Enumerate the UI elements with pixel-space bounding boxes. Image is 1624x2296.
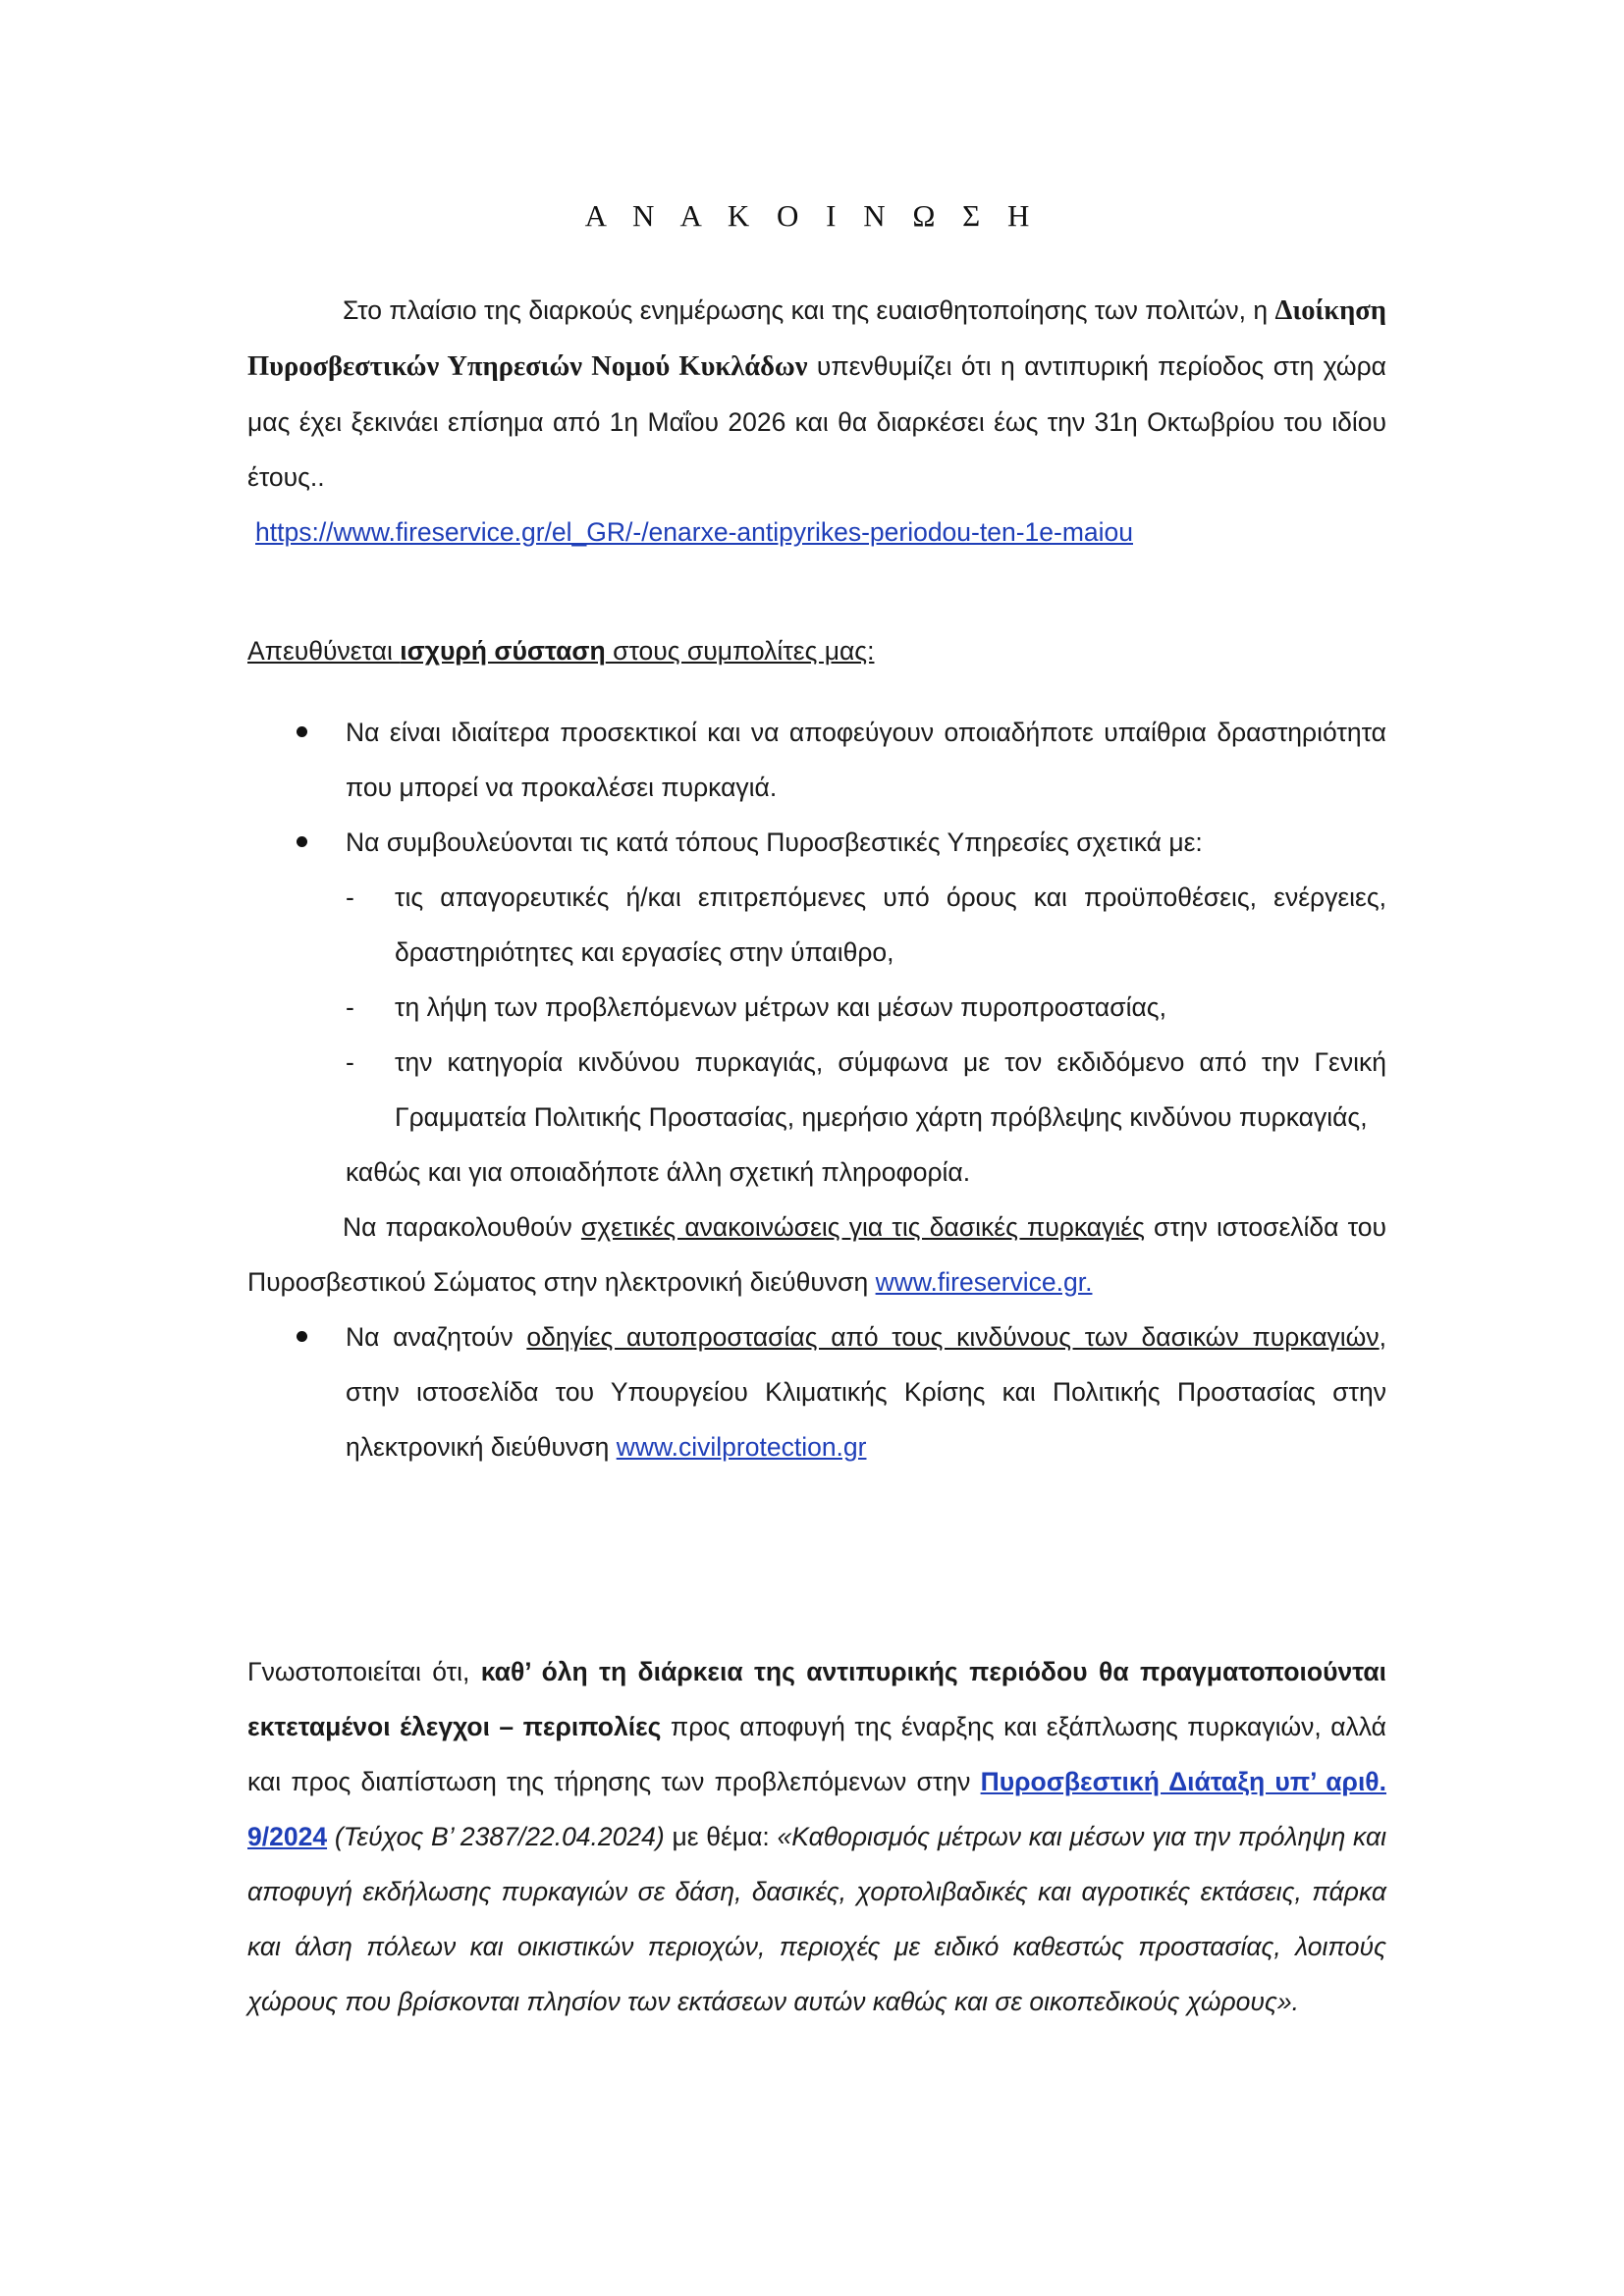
bullet-marker: [297, 1331, 307, 1342]
intro-section: [247, 283, 1386, 560]
notice-bold: καθ’ όλη τη διάρκεια της αντιπυρικής περιόδου θα πραγματοποιούνται εκτεταμένοι έλεγχοι – περιπολίες: [247, 1657, 1386, 1741]
page-title: Α Ν Α Κ Ο Ι Ν Ω Σ Η: [584, 198, 1040, 233]
self-protection-guidelines-link[interactable]: οδηγίες αυτοπροστασίας από τους κινδύνους των δασικών πυρκαγιών: [526, 1322, 1380, 1352]
dash-item-1: [247, 870, 1386, 980]
bullet-item-2: [247, 815, 1386, 870]
monitor-text-1: Να παρακολουθούν: [343, 1212, 581, 1242]
intro-text-2: υπενθυμίζει ότι η αντιπυρική περίοδος στη χώρα μας έχει ξεκινάει επίσημα από 1η Μαΐου 2026 και θα διαρκέσει έως την 31η Οκτωβρίου του ιδίου έτους..: [247, 351, 1386, 492]
dash-marker: -: [346, 882, 354, 912]
authority-name: Διοίκηση Πυροσβεστικών Υπηρεσιών Νομού Κυκλάδων: [247, 295, 1386, 382]
notice-text-3: με θέμα:: [664, 1822, 778, 1851]
intro-text-1: Στο πλαίσιο της διαρκούς ενημέρωσης και της ευαισθητοποίησης των πολιτών, η: [343, 295, 1275, 325]
recommendation-suffix: στους συμπολίτες μας:: [605, 636, 875, 666]
dash-marker: -: [346, 1047, 354, 1077]
bullet-marker: [297, 836, 307, 847]
bullet-text: Να συμβουλεύονται τις κατά τόπους Πυροσβεστικές Υπηρεσίες σχετικά με:: [346, 828, 1203, 857]
dash-item-3: [247, 1035, 1386, 1145]
bullet-text: Να είναι ιδιαίτερα προσεκτικοί και να αποφεύγουν οποιαδήποτε υπαίθρια δραστηριότητα που μπορεί να προκαλέσει πυρκαγιά.: [346, 718, 1386, 802]
recommendation-emphasis: ισχυρή σύσταση: [400, 636, 606, 666]
bullet-marker: [297, 726, 307, 737]
recommendation-section: [247, 623, 1386, 678]
fire-decree-link[interactable]: Πυροσβεστική Διάταξη υπ’ αριθ. 9/2024: [247, 1767, 1386, 1851]
monitor-text-2: στην ιστοσελίδα του Πυροσβεστικού Σώματος στην ηλεκτρονική διεύθυνση: [247, 1212, 1386, 1297]
notice-text-1: Γνωστοποιείται ότι,: [247, 1657, 481, 1686]
decree-subject: «Καθορισμός μέτρων και μέσων για την πρόληψη και αποφυγή εκδήλωσης πυρκαγιών σε δάση, δασικές, χορτολιβαδικές και αγροτικές εκτάσεις, πάρκα και άλση πόλεων και οικιστικών περιοχών, περιοχές με ειδικό καθεστώς προστασίας, λοιπούς χώρους που βρίσκονται πλησίον των εκτάσεων αυτών καθώς και σε οικοπεδικούς χώρους».: [247, 1822, 1386, 2016]
bullet-item-1: [247, 705, 1386, 815]
fireservice-link[interactable]: www.fireservice.gr.: [875, 1267, 1093, 1297]
dash-item-2: [247, 980, 1386, 1035]
monitor-paragraph: [247, 1200, 1386, 1309]
notice-paragraph: [247, 1644, 1386, 2029]
bullet-closing: καθώς και για οποιαδήποτε άλλη σχετική πληροφορία.: [346, 1157, 971, 1187]
intro-link-line: [247, 505, 1386, 560]
notice-text-2: προς αποφυγή της έναρξης και εξάπλωσης πυρκαγιών, αλλά και προς διαπίστωση της τήρησης των προβλεπόμενων στην: [247, 1712, 1386, 1796]
bullet-3-text-1: Να αναζητούν: [346, 1322, 527, 1352]
dash-text: τις απαγορευτικές ή/και επιτρεπόμενες υπό όρους και προϋποθέσεις, ενέργειες, δραστηριότητες και εργασίες στην ύπαιθρο,: [395, 882, 1386, 967]
dash-marker: -: [346, 992, 354, 1022]
fireservice-announcement-link[interactable]: https://www.fireservice.gr/el_GR/-/enarxe-antipyrikes-periodou-ten-1e-maiou: [255, 517, 1133, 547]
bullet-3-text-2: , στην ιστοσελίδα του Υπουργείου Κλιματικής Κρίσης και Πολιτικής Προστασίας στην ηλεκτρονική διεύθυνση: [346, 1322, 1386, 1462]
notice-section: [247, 1644, 1386, 2029]
gazette-reference: (Τεύχος Β’ 2387/22.04.2024): [327, 1822, 665, 1851]
monitor-announcements-link[interactable]: σχετικές ανακοινώσεις για τις δασικές πυρκαγιές: [580, 1212, 1145, 1242]
recommendation-prefix: Απευθύνεται: [247, 636, 401, 666]
dash-text: τη λήψη των προβλεπόμενων μέτρων και μέσων πυροπροστασίας,: [395, 992, 1166, 1022]
recommendation-heading: [247, 623, 1386, 678]
intro-paragraph: [247, 283, 1386, 505]
dash-text: την κατηγορία κινδύνου πυρκαγιάς, σύμφωνα με τον εκδιδόμενο από την Γενική Γραμματεία Πολιτικής Προστασίας, ημερήσιο χάρτη πρόβλεψης κινδύνου πυρκαγιάς,: [395, 1047, 1386, 1132]
bullet-item-3: [247, 1309, 1386, 1474]
civilprotection-link[interactable]: www.civilprotection.gr: [616, 1432, 867, 1462]
bullet-list: [247, 705, 1386, 1474]
